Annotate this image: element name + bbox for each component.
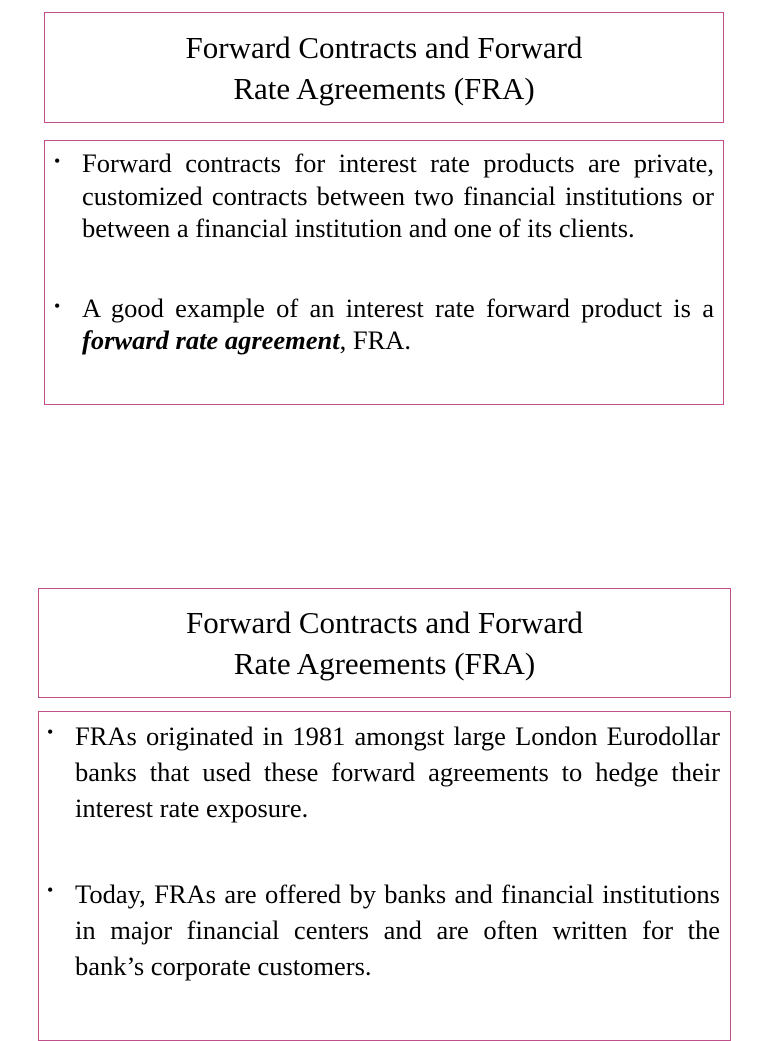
slide-1-bullet-2-text-after: , FRA. [339,325,412,355]
slide-2-title-line-1: Forward Contracts and Forward [186,605,583,640]
slide-1-title-line-2: Rate Agreements (FRA) [233,70,535,106]
slide-2-bullet-2-text: Today, FRAs are offered by banks and financial institutions in major financial centers and are often written for the bank’s corporate customers. [75,879,720,981]
slide-1-bullet-2 [54,292,714,357]
bullet-icon: • [47,722,54,742]
slide-1-bullet-2-emphasis: forward rate agreement [82,325,340,355]
slide-2-title-line-2: Rate Agreements (FRA) [233,646,536,681]
slide-2-content-box [38,711,731,1041]
slide-1-title-box [44,12,724,123]
slide-1-bullet-1-text: Forward contracts for interest rate products are private, customized contracts between two financial institutions or between a financial institution and one of its clients. [82,148,714,243]
slide-1-title-line-1: Forward Contracts and Forward [185,29,583,65]
slide-1-content-box [44,140,724,405]
slide-2-title-box [38,588,731,698]
slide-2-bullet-list [47,718,720,984]
bullet-icon: • [47,880,54,900]
slide-1-bullet-2-text [82,292,714,357]
slide-1-bullet-list [54,147,714,357]
slide-1-bullet-1 [54,147,714,245]
bullet-icon: • [54,151,61,171]
slide-2-bullet-1 [47,718,720,826]
slide-2-bullet-1-text: FRAs originated in 1981 amongst large London Eurodollar banks that used these forward agreements to hedge their interest rate exposure. [75,721,720,823]
slide-2-bullet-2 [47,876,720,984]
slide-1-bullet-2-text-before: A good example of an interest rate forward product is a [82,292,714,323]
bullet-icon: • [54,295,61,316]
